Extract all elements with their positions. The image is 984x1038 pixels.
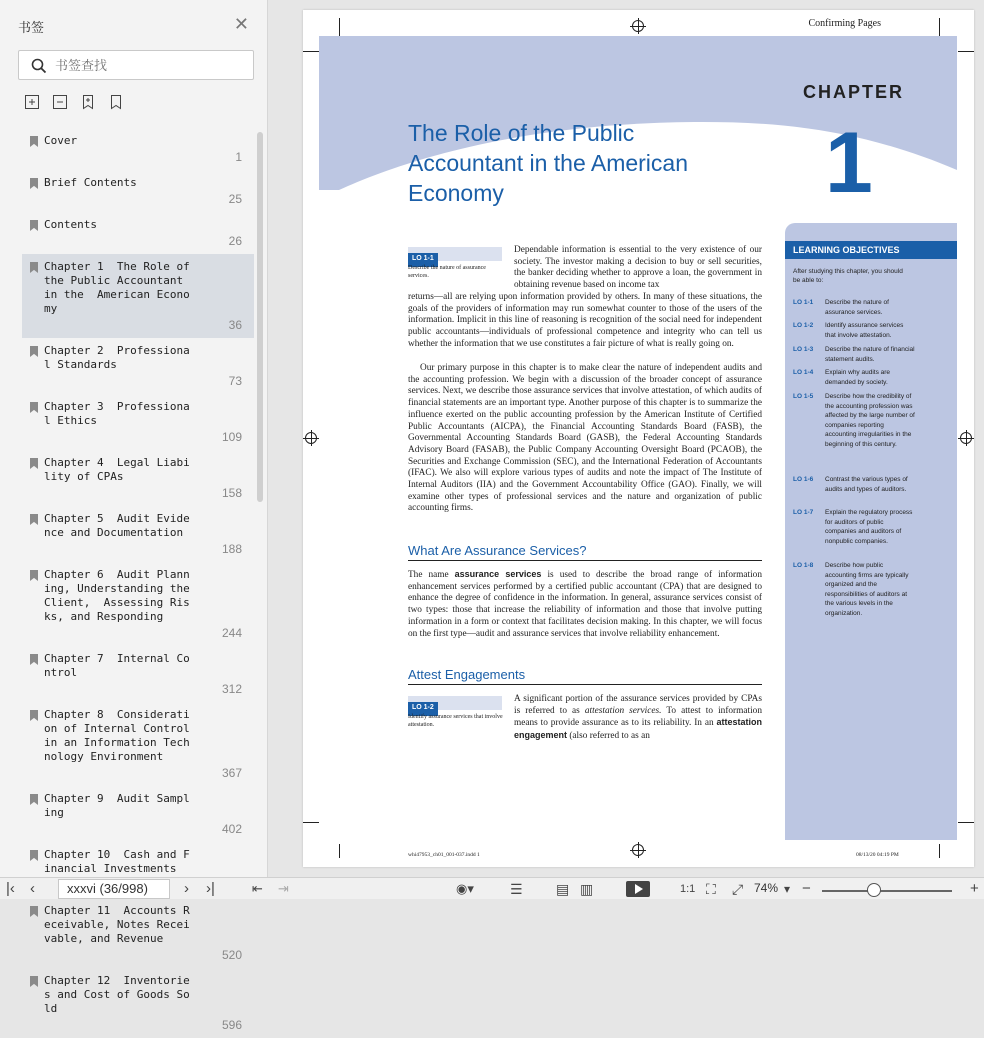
lo-code: LO 1-6 bbox=[793, 476, 814, 483]
bookmark-icon[interactable] bbox=[108, 94, 124, 110]
expand-all-icon[interactable] bbox=[24, 94, 40, 110]
registration-mark bbox=[960, 432, 972, 444]
bookmark-icon bbox=[30, 654, 38, 665]
bookmark-page-number: 312 bbox=[221, 682, 242, 696]
bookmark-search[interactable] bbox=[18, 50, 254, 80]
bookmark-icon bbox=[30, 458, 38, 469]
search-input[interactable] bbox=[55, 55, 245, 75]
bookmark-title: Chapter 7 Internal Control bbox=[44, 652, 190, 679]
lo-tag: LO 1-2 bbox=[408, 696, 502, 710]
bookmark-toolbar bbox=[24, 94, 124, 110]
bookmark-page-number: 25 bbox=[228, 192, 242, 206]
bookmark-title: Cover bbox=[44, 134, 78, 147]
crop-mark bbox=[939, 18, 940, 36]
crop-mark bbox=[303, 51, 319, 52]
bookmark-title: Brief Contents bbox=[44, 176, 137, 189]
learning-objectives-heading: LEARNING OBJECTIVES bbox=[785, 241, 957, 259]
lo-description: Describe how public accounting firms are typically organized and the responsibilities of auditors at the various levels in the organization. bbox=[825, 562, 909, 617]
bookmark-page-number: 36 bbox=[228, 318, 242, 332]
two-page-icon[interactable]: ▥ bbox=[580, 881, 594, 897]
bookmark-page-number: 109 bbox=[221, 430, 242, 444]
close-icon[interactable]: ✕ bbox=[233, 14, 249, 34]
bookmark-item[interactable] bbox=[22, 898, 254, 968]
bookmark-item[interactable] bbox=[22, 128, 254, 170]
bookmark-page-number: 26 bbox=[228, 234, 242, 248]
bookmark-item[interactable] bbox=[22, 338, 254, 394]
crop-mark bbox=[939, 844, 940, 858]
panel-title: 书签 bbox=[18, 20, 45, 35]
bookmark-icon bbox=[30, 710, 38, 721]
lo-code: LO 1-2 bbox=[793, 322, 814, 329]
bookmark-page-number: 596 bbox=[221, 1018, 242, 1032]
fit-page-icon[interactable]: ⛶ bbox=[706, 881, 716, 897]
bookmark-title: Chapter 12 Inventories and Cost of Goods Sold bbox=[44, 974, 190, 1015]
bookmark-item[interactable] bbox=[22, 702, 254, 786]
bookmark-item[interactable] bbox=[22, 646, 254, 702]
bookmark-page-number: 158 bbox=[221, 486, 242, 500]
lo-description: Explain the regulatory process for auditors of public companies and auditors of nonpublic companies. bbox=[825, 509, 913, 545]
crop-mark bbox=[303, 822, 319, 823]
registration-mark bbox=[305, 432, 317, 444]
add-bookmark-icon[interactable] bbox=[80, 94, 96, 110]
actual-size-icon[interactable]: 1:1 bbox=[680, 883, 696, 895]
crop-mark bbox=[339, 18, 340, 36]
zoom-slider-handle[interactable] bbox=[867, 883, 881, 897]
lo-description: Describe how the credibility of the accounting profession was affected by the large number of companies reporting accounting irregularities in the beginning of this century. bbox=[825, 393, 915, 448]
bookmark-icon bbox=[30, 178, 38, 189]
bookmark-page-number: 367 bbox=[221, 766, 242, 780]
zoom-in-icon[interactable]: + bbox=[970, 880, 979, 897]
crop-mark bbox=[339, 844, 340, 858]
lo-code: LO 1-1 bbox=[793, 299, 814, 306]
bookmark-page-number: 188 bbox=[221, 542, 242, 556]
bookmark-title: Chapter 6 Audit Planning, Understanding the Client, Assessing Risks, and Responding bbox=[44, 568, 197, 623]
bookmark-icon bbox=[30, 346, 38, 357]
lo-code: LO 1-7 bbox=[793, 509, 814, 516]
bookmark-title: Chapter 5 Audit Evidence and Documentation bbox=[44, 512, 190, 539]
lo-code: LO 1-3 bbox=[793, 346, 814, 353]
learning-objectives-intro: After studying this chapter, you should be able to: bbox=[793, 268, 903, 284]
bookmark-title: Chapter 3 Professional Ethics bbox=[44, 400, 190, 427]
lo-description: Describe the nature of financial statement audits. bbox=[825, 346, 915, 363]
registration-mark bbox=[632, 20, 644, 32]
bookmark-page-number: 1 bbox=[235, 150, 242, 164]
section-heading: Attest Engagements bbox=[408, 667, 762, 685]
last-page-icon[interactable]: ›| bbox=[206, 880, 215, 897]
previous-page-icon[interactable]: ‹ bbox=[30, 880, 35, 897]
lo-description: Describe the nature of assurance services. bbox=[825, 299, 889, 316]
bookmark-icon bbox=[30, 514, 38, 525]
lo-margin-note: Identify assurance services that involve attestation. bbox=[408, 714, 503, 728]
lo-margin-note: Describe the nature of assurance services. bbox=[408, 265, 486, 279]
next-page-icon[interactable]: › bbox=[184, 880, 189, 897]
single-page-icon[interactable]: ☰ bbox=[510, 881, 523, 897]
bookmark-title: Contents bbox=[44, 218, 97, 231]
play-icon[interactable] bbox=[626, 881, 650, 897]
bookmark-page-number: 244 bbox=[221, 626, 242, 640]
lo-code: LO 1-8 bbox=[793, 562, 814, 569]
bookmark-title: Chapter 2 Professional Standards bbox=[44, 344, 190, 371]
paragraph: Dependable information is essential to the very existence of our society. The investor making a decision to buy or sell securities, the banker deciding whether to approve a loan, the government in obtaining revenue based on income tax bbox=[514, 245, 762, 291]
page-number-input[interactable]: xxxvi (36/998) bbox=[58, 879, 170, 899]
continuous-scroll-icon[interactable]: ▤ bbox=[556, 881, 570, 897]
lo-description: Contrast the various types of audits and types of auditors. bbox=[825, 476, 908, 493]
crop-mark bbox=[958, 822, 974, 823]
lo-code: LO 1-4 bbox=[793, 369, 814, 376]
lo-tag: LO 1-1 bbox=[408, 247, 502, 261]
bookmark-item[interactable] bbox=[22, 450, 254, 506]
back-icon[interactable]: ⇤ bbox=[252, 881, 263, 896]
bookmark-title: Chapter 10 Cash and Financial Investments bbox=[44, 848, 190, 875]
bottom-toolbar bbox=[0, 877, 984, 899]
scrollbar[interactable] bbox=[257, 132, 263, 502]
chevron-down-icon[interactable]: ▾ bbox=[784, 882, 791, 896]
bookmark-icon bbox=[30, 262, 38, 273]
bookmark-icon bbox=[30, 402, 38, 413]
paragraph: Our primary purpose in this chapter is to make clear the nature of independent audits and the accounting profession. We begin with a discussion of the broader concept of assurance services. Next, we describe those assurance services that involve attestation, of which audits of financial statements are an important type. Another purpose of this chapter is to summarize the influence exerted on the public accounting profession by the American Institute of Certified Public Accountants (AICPA), the Financial Accounting Standards Board (FASB), the Governmental Accounting Standards Board (GASB), the Federal Accounting Standards Advisory Board (FASAB), the Public Company Accounting Oversight Board (PCAOB), the Securities and Exchange Commission (SEC), and the International Federation of Accountants (IFAC). We also will explore various types of audits and note the impact of The Institute of Internal Auditors (IIA) and the Government Accountability Office (GAO). Finally, we will examine other types of professional services and the nature and organization of public accounting firms. bbox=[408, 363, 762, 514]
bookmark-title: Chapter 11 Accounts Receivable, Notes Receivable, and Revenue bbox=[44, 904, 190, 945]
chapter-title: The Role of the Public Accountant in the American Economy bbox=[408, 120, 688, 206]
date-footer: 08/13/20 04:19 PM bbox=[856, 852, 899, 858]
document-page bbox=[303, 10, 974, 867]
learning-objectives-panel bbox=[785, 223, 957, 840]
crop-mark bbox=[958, 51, 974, 52]
header-note: Confirming Pages bbox=[808, 18, 881, 29]
bookmark-page-number: 73 bbox=[228, 374, 242, 388]
bookmark-icon bbox=[30, 850, 38, 861]
bookmark-title: Chapter 1 The Role of the Public Accountant in the American Economy bbox=[44, 260, 197, 315]
lo-description: Identify assurance services that involve attestation. bbox=[825, 322, 904, 339]
section-heading: What Are Assurance Services? bbox=[408, 543, 762, 561]
lo-description: Explain why audits are demanded by society. bbox=[825, 369, 891, 386]
file-footer: whi47953_ch01_001-037.indd 1 bbox=[408, 852, 480, 858]
chapter-label: CHAPTER bbox=[803, 82, 905, 102]
paragraph: The name assurance services is used to describe the broad range of information enhancement services performed by a certified public accountant (CPA) that are designed to enhance the degree of confidence in the information. In general, assurance services consist of two types: those that increase the reliability of information and those that involve putting information in a form or context that facilitates decision making. In this chapter, we will focus on the first type—audit and assurance services that involve reliability enhancement. bbox=[408, 569, 762, 639]
bookmark-page-number: 402 bbox=[221, 822, 242, 836]
bookmark-icon bbox=[30, 220, 38, 231]
read-mode-icon[interactable]: ◉▾ bbox=[456, 881, 474, 896]
bookmark-icon bbox=[30, 906, 38, 917]
first-page-icon[interactable]: |‹ bbox=[6, 880, 15, 897]
bookmark-icon bbox=[30, 570, 38, 581]
bookmark-item[interactable] bbox=[22, 212, 254, 254]
bookmark-title: Chapter 9 Audit Sampling bbox=[44, 792, 190, 819]
bookmark-title: Chapter 8 Consideration of Internal Control in an Information Technology Environment bbox=[44, 708, 197, 763]
bookmark-item[interactable] bbox=[22, 394, 254, 450]
collapse-all-icon[interactable] bbox=[52, 94, 68, 110]
fit-width-icon[interactable]: ⤢ bbox=[732, 881, 744, 897]
search-icon bbox=[31, 58, 47, 74]
bookmark-item[interactable] bbox=[22, 562, 254, 646]
bookmark-page-number: 520 bbox=[221, 948, 242, 962]
chapter-number: 1 bbox=[825, 115, 873, 211]
lo-code: LO 1-5 bbox=[793, 393, 814, 400]
bookmark-item[interactable] bbox=[22, 254, 254, 338]
bookmark-item[interactable] bbox=[22, 968, 254, 1038]
bookmark-icon bbox=[30, 794, 38, 805]
bookmark-icon bbox=[30, 136, 38, 147]
zoom-out-icon[interactable]: − bbox=[802, 880, 811, 897]
zoom-level[interactable]: 74% bbox=[754, 881, 779, 895]
paragraph: returns—all are relying upon information provided by others. In many of these situations, the goals of the providers of information may run somewhat counter to those of the users of the information. Implicit in this line of reasoning is recognition of the social need for independent public accountants—individuals of professional competence and integrity who can tell us whether the information that we use constitutes a fair picture of what is really going on. bbox=[408, 292, 762, 349]
zoom-slider[interactable] bbox=[822, 890, 952, 892]
bookmark-icon bbox=[30, 976, 38, 987]
bookmark-item[interactable] bbox=[22, 786, 254, 842]
bookmark-title: Chapter 4 Legal Liability of CPAs bbox=[44, 456, 190, 483]
bookmark-item[interactable] bbox=[22, 170, 254, 212]
registration-mark bbox=[632, 844, 644, 856]
paragraph: A significant portion of the assurance services provided by CPAs is referred to as attestation services. To attest to information means to provide assurance as to its reliability. In an attestation engagement (also referred to as an bbox=[514, 694, 762, 742]
forward-icon[interactable]: ⇥ bbox=[278, 881, 289, 896]
bookmark-item[interactable] bbox=[22, 506, 254, 562]
